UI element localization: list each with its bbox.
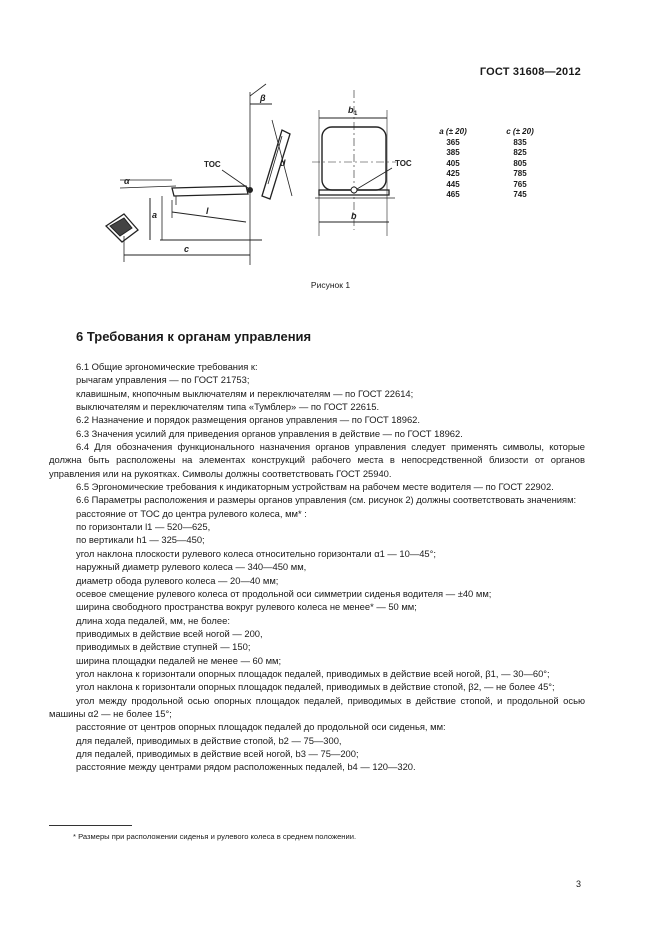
- paragraph-p17: ширина свободного пространства вокруг рулевого колеса не менее* — 50 мм;: [76, 601, 417, 613]
- figure-caption: Рисунок 1: [310, 280, 351, 290]
- paragraph-p8: 6.5 Эргономические требования к индикаторным устройствам на рабочем месте водителя — по ГОСТ 22902.: [76, 481, 554, 493]
- label-b1-sub: 1: [354, 111, 358, 117]
- label-toc-left: ТОС: [204, 160, 221, 169]
- paragraph-p18: длина хода педалей, мм, не более:: [76, 614, 230, 626]
- label-b: b: [351, 211, 357, 221]
- c-value: 825: [513, 148, 527, 157]
- footnote: * Размеры при расположении сиденья и рулевого колеса в среднем положении.: [73, 832, 357, 841]
- label-toc-right: ТОС: [395, 159, 412, 168]
- c-value: 835: [513, 137, 527, 147]
- paragraph-p1: 6.1 Общие эргономические требования к:: [76, 361, 258, 372]
- paragraph-p25: расстояние от центров опорных площадок педалей до продольной оси сиденья, мм:: [76, 721, 446, 733]
- body-text: [49, 360, 585, 774]
- label-a: a: [152, 210, 158, 220]
- paragraph-p3: клавишным, кнопочным выключателям и переключателям — по ГОСТ 22614;: [76, 387, 414, 399]
- paragraph-p9: 6.6 Параметры расположения и размеры органов управления (см. рисунок 2) должны соответствовать значениям:: [76, 494, 577, 506]
- a-value: 385: [446, 148, 460, 157]
- label-l: l: [206, 206, 209, 216]
- paragraph-p15: диаметр обода рулевого колеса — 20—40 мм;: [76, 574, 279, 586]
- page-header-standard: ГОСТ 31608—2012: [479, 66, 581, 78]
- c-value: 785: [513, 169, 527, 178]
- label-c: c: [184, 244, 190, 254]
- label-alpha: α: [124, 176, 130, 186]
- paragraph-p6: 6.3 Значения усилий для приведения органов управления в действие — по ГОСТ 18962.: [76, 427, 463, 439]
- paragraph-p14: наружный диаметр рулевого колеса — 340—450 мм,: [76, 561, 307, 573]
- paragraph-p7: 6.4 Для обозначения функционального назначения органов управления следует применять символы, которые должна быть расположены на элементах конструкций рабочего места в непосредственной близости от органов управления или на рукоятках. Символы должны соответствовать ГОСТ 25940.: [49, 441, 585, 479]
- column-c-header: c (± 20): [506, 127, 534, 136]
- paragraph-p28: расстояние между центрами рядом расположенных педалей, b4 — 120—320.: [76, 761, 416, 773]
- footnote-rule: [49, 825, 132, 826]
- paragraph-p22: угол наклона к горизонтали опорных площадок педалей, приводимых в действие всей ногой, β1, — 30—60°;: [76, 667, 550, 679]
- c-value: 765: [513, 179, 527, 189]
- c-value: 805: [513, 158, 527, 168]
- paragraph-p23: угол наклона к горизонтали опорных площадок педалей, приводимых в действие стопой, β2, — не более 45°;: [76, 681, 555, 693]
- column-a-header: a (± 20): [439, 127, 467, 136]
- a-value: 365: [446, 137, 460, 147]
- paragraph-p4: выключателям и переключателям типа «Тумблер» — по ГОСТ 22615.: [76, 401, 380, 413]
- paragraph-p5: 6.2 Назначение и порядок размещения органов управления — по ГОСТ 18962.: [76, 414, 420, 426]
- paragraph-p21: ширина площадки педалей не менее — 60 мм;: [76, 654, 282, 666]
- paragraph-p27: для педалей, приводимых в действие всей ногой, b3 — 75—200;: [76, 747, 359, 759]
- paragraph-p16: осевое смещение рулевого колеса от продольной оси симметрии сиденья водителя — ±40 мм;: [76, 587, 492, 599]
- paragraph-p19: приводимых в действие всей ногой — 200,: [76, 627, 263, 639]
- a-value: 445: [446, 179, 460, 189]
- paragraph-p12: по вертикали h1 — 325—450;: [76, 534, 205, 546]
- paragraph-p20: приводимых в действие ступней — 150;: [76, 641, 251, 653]
- c-value: 745: [513, 190, 527, 199]
- a-value: 465: [446, 190, 460, 199]
- label-d: d: [280, 158, 286, 168]
- a-value: 425: [446, 169, 460, 178]
- column-c: [495, 127, 545, 201]
- paragraph-p13: угол наклона плоскости рулевого колеса относительно горизонтали α1 — 10—45°;: [76, 547, 437, 559]
- column-a: [428, 127, 478, 201]
- label-b1: b: [348, 105, 354, 115]
- a-value: 405: [446, 158, 460, 168]
- figure-1-drawing: [0, 0, 661, 300]
- paragraph-p11: по горизонтали l1 — 520—625,: [76, 521, 211, 533]
- paragraph-p26: для педалей, приводимых в действие стопой, b2 — 75—300,: [76, 734, 342, 746]
- paragraph-p24: угол между продольной осью опорных площадок педалей, приводимых в действие стопой, и продольной осью машины α2 — не более 15°;: [49, 694, 585, 719]
- label-beta: β: [260, 93, 266, 103]
- section-heading: 6 Требования к органам управления: [76, 329, 312, 344]
- paragraph-p10: расстояние от ТОС до центра рулевого колеса, мм* :: [76, 507, 307, 519]
- page-number: 3: [575, 879, 581, 889]
- paragraph-p2: рычагам управления — по ГОСТ 21753;: [76, 374, 250, 386]
